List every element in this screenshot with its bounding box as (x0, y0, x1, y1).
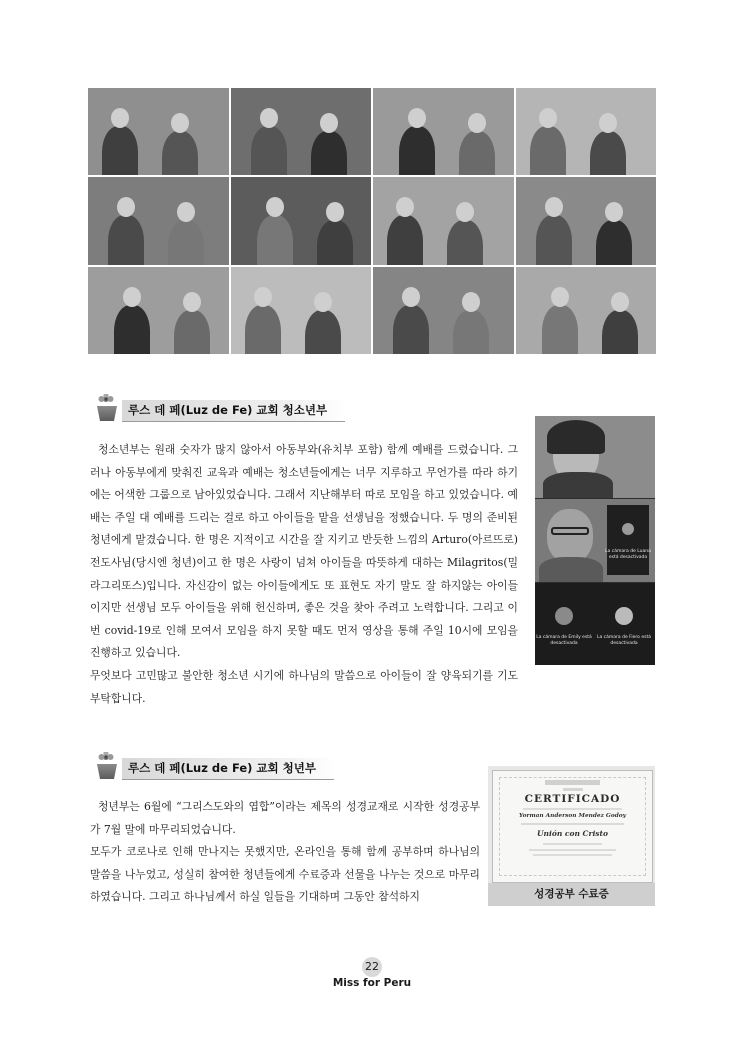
video-call-screenshot (535, 416, 655, 665)
camera-off-label: La cámara de Fiero está desactivada (596, 635, 651, 646)
youth-section-title: 루스 데 페(Luz de Fe) 교회 청소년부 (122, 400, 345, 422)
young-adult-section-body (90, 796, 480, 909)
certificate-document (492, 770, 653, 883)
photo-food-delivery-1 (88, 88, 229, 175)
publication-name: Miss for Peru (332, 977, 412, 989)
page-number: 22 (362, 957, 382, 977)
paragraph: 모두가 코로나로 인해 만나지는 못했지만, 온라인을 통해 함께 공부하며 하나님의 말씀을 나누었고, 성실히 참여한 청년들에게 수료증과 선물을 나누는 것으로 마무리하였습니다. 그리고 하나님께서 하실 일들을 기대하며 그동안 참석하지 (90, 845, 480, 904)
participant-tile-2 (535, 499, 655, 582)
photo-food-delivery-4 (516, 88, 657, 175)
certificate-recipient: Yorman Anderson Mendez Godoy (518, 813, 627, 819)
camera-off-label: La cámara de Emily está desactivada (536, 635, 592, 646)
youth-section-header (92, 398, 345, 422)
paragraph: 무엇보다 고민많고 불안한 청소년 시기에 하나님의 말씀으로 아이들이 잘 양육되기를 기도 부탁합니다. (90, 668, 518, 705)
flower-pot-icon (92, 752, 122, 780)
photo-food-delivery-5 (88, 177, 229, 264)
photo-food-delivery-2 (231, 88, 372, 175)
certificate-heading: CERTIFICADO (524, 793, 621, 805)
photo-food-delivery-7 (373, 177, 514, 264)
camera-off-label: La cámara de Luana está desactivada (605, 549, 651, 560)
photo-food-delivery-3 (373, 88, 514, 175)
photo-food-delivery-6 (231, 177, 372, 264)
certificate-image (488, 766, 655, 906)
certificate-caption: 성경공부 수료증 (488, 883, 655, 906)
young-adult-section-header (92, 756, 334, 780)
photo-food-delivery-12 (516, 267, 657, 354)
youth-section-body (90, 439, 518, 710)
photo-food-delivery-8 (516, 177, 657, 264)
photo-food-delivery-10 (231, 267, 372, 354)
photo-food-delivery-11 (373, 267, 514, 354)
photo-collage (88, 88, 656, 354)
participant-tile-1 (535, 416, 655, 498)
participant-tile-3 (535, 583, 655, 665)
photo-food-delivery-9 (88, 267, 229, 354)
certificate-course: Unión con Cristo (536, 829, 608, 838)
flower-pot-icon (92, 394, 122, 422)
young-adult-section-title: 루스 데 페(Luz de Fe) 교회 청년부 (122, 758, 334, 780)
paragraph: 청년부는 6월에 “그리스도와의 엽합”이라는 제목의 성경교재로 시작한 성경공부가 7월 말에 마무리되었습니다. (90, 800, 480, 836)
paragraph: 청소년부는 원래 숫자가 많지 않아서 아동부와(유치부 포함) 함께 예배를 드렸습니다. 그러나 아동부에게 맞춰진 교육과 예배는 청소년들에게는 너무 지루하고 무언가를 따라 하기에는 어색한 그룹으로 남아있었습니다. 그래서 지난해부터 따로 모임을 하고 있었습니다. 예배는 주일 대 예배를 드리는 걸로 하고 아이들을 맡을 선생님을 정했습니다. 두 명의 준비된 청년에게 맡겼습니다. 한 명은 지적이고 시간을 잘 지키고 반듯한 느낌의 Arturo(아르뜨로)전도사님(당시엔 청년)이고 한 명은 사랑이 넘쳐 아이들을 따뜻하게 대하는 Milagritos(밀라그리또스)입니다. 자신감이 없는 아이들에게도 또 표현도 자기 말도 잘 하지않는 아이들 이지만 선생님 모두 아이들을 위해 헌신하며, 좋은 것을 찾아 주려고 노력합니다. 그리고 이번 covid-19로 인해 모여서 모임을 하지 못할 때도 먼저 영상을 통해 주일 10시에 모임을 진행하고 있습니다. (90, 443, 518, 660)
